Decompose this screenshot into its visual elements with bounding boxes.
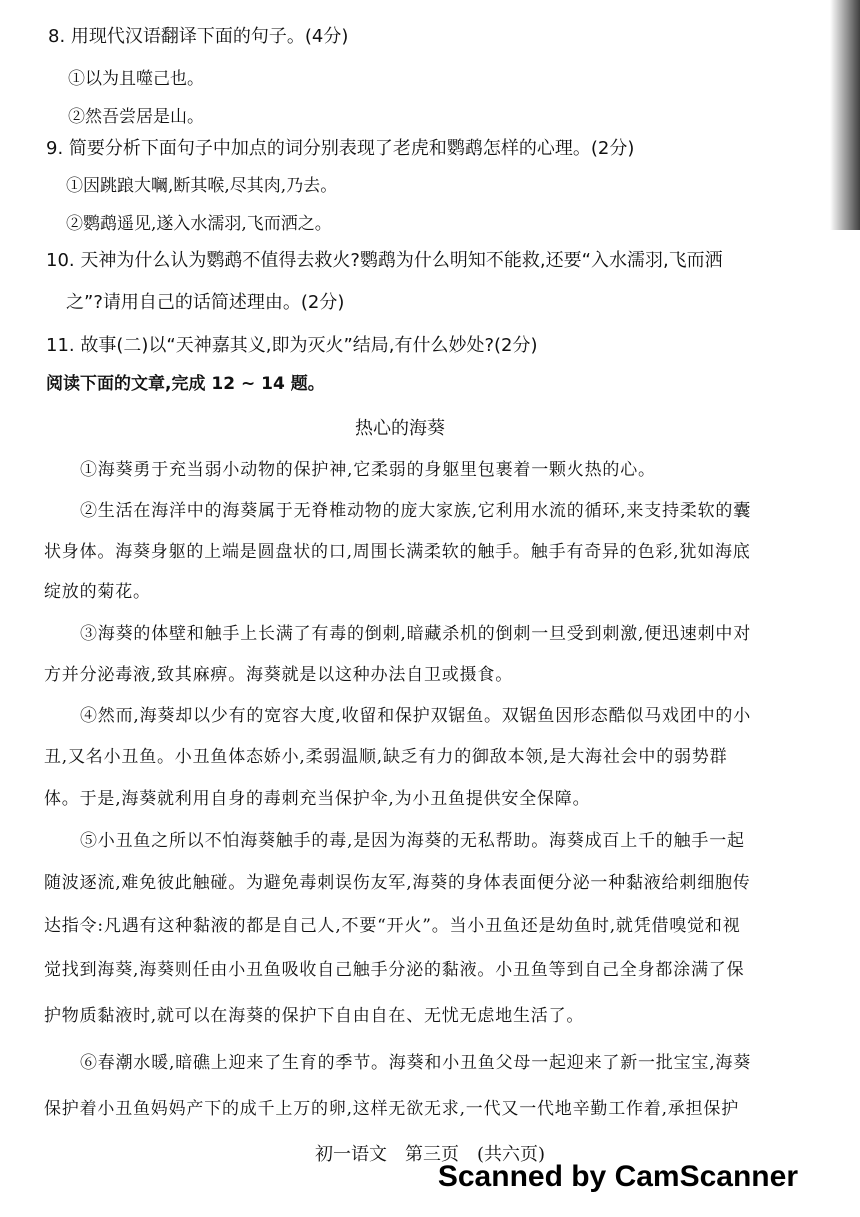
article-title: 热心的海葵 — [355, 418, 445, 439]
article-line: 体。于是,海葵就利用自身的毒刺充当保护伞,为小丑鱼提供安全保障。 — [44, 789, 591, 809]
question-11: 11. 故事(二)以“天神嘉其义,即为灭火”结局,有什么妙处?(2分) — [46, 335, 538, 356]
article-line: 随波逐流,难免彼此触碰。为避免毒刺误伤友军,海葵的身体表面便分泌一种黏液给刺细胞传 — [44, 873, 751, 893]
page-edge-shadow — [830, 0, 860, 230]
article-line: ⑥春潮水暖,暗礁上迎来了生育的季节。海葵和小丑鱼父母一起迎来了新一批宝宝,海葵 — [80, 1053, 752, 1073]
question-8: 8. 用现代汉语翻译下面的句子。(4分) — [48, 26, 349, 47]
article-line: ④然而,海葵却以少有的宽容大度,收留和保护双锯鱼。双锯鱼因形态酷似马戏团中的小 — [80, 706, 752, 726]
question-8-item-1: ①以为且噬己也。 — [68, 69, 204, 89]
reading-instructions: 阅读下面的文章,完成 12 ~ 14 题。 — [46, 374, 325, 394]
question-9-item-2: ②鹦鹉遥见,遂入水濡羽,飞而洒之。 — [66, 214, 332, 234]
question-9-item-1: ①因跳踉大㘎,断其喉,尽其肉,乃去。 — [66, 176, 338, 196]
question-10-line-2: 之”?请用自己的话简述理由。(2分) — [66, 292, 345, 313]
article-line: 状身体。海葵身躯的上端是圆盘状的口,周围长满柔软的触手。触手有奇异的色彩,犹如海底 — [44, 542, 751, 562]
page-footer: 初一语文 第三页 (共六页) — [314, 1144, 546, 1165]
article-line: ③海葵的体壁和触手上长满了有毒的倒刺,暗藏杀机的倒刺一旦受到刺激,便迅速刺中对 — [80, 624, 752, 644]
article-line: ⑤小丑鱼之所以不怕海葵触手的毒,是因为海葵的无私帮助。海葵成百上千的触手一起 — [80, 831, 745, 851]
scanner-watermark: Scanned by CamScanner — [437, 1160, 798, 1193]
article-line: 护物质黏液时,就可以在海葵的保护下自由自在、无忧无虑地生活了。 — [44, 1006, 585, 1026]
article-line: 达指令:凡遇有这种黏液的都是自己人,不要“开火”。当小丑鱼还是幼鱼时,就凭借嗅觉和视 — [44, 916, 741, 936]
article-line: 觉找到海葵,海葵则任由小丑鱼吸收自己触手分泌的黏液。小丑鱼等到自己全身都涂满了保 — [44, 960, 745, 980]
article-line: ①海葵勇于充当弱小动物的保护神,它柔弱的身躯里包裹着一颗火热的心。 — [80, 460, 656, 480]
article-line: 保护着小丑鱼妈妈产下的成千上万的卵,这样无欲无求,一代又一代地辛勤工作着,承担保护 — [44, 1099, 740, 1119]
question-9: 9. 简要分析下面句子中加点的词分别表现了老虎和鹦鹉怎样的心理。(2分) — [46, 138, 635, 159]
article-line: 绽放的菊花。 — [44, 582, 151, 602]
question-8-item-2: ②然吾尝居是山。 — [68, 107, 204, 127]
article-line: 方并分泌毒液,致其麻痹。海葵就是以这种办法自卫或摄食。 — [44, 665, 514, 685]
article-line: 丑,又名小丑鱼。小丑鱼体态娇小,柔弱温顺,缺乏有力的御敌本领,是大海社会中的弱势群 — [44, 747, 728, 767]
question-10-line-1: 10. 天神为什么认为鹦鹉不值得去救火?鹦鹉为什么明知不能救,还要“入水濡羽,飞而洒 — [46, 250, 723, 271]
article-line: ②生活在海洋中的海葵属于无脊椎动物的庞大家族,它利用水流的循环,来支持柔软的囊 — [80, 501, 752, 521]
